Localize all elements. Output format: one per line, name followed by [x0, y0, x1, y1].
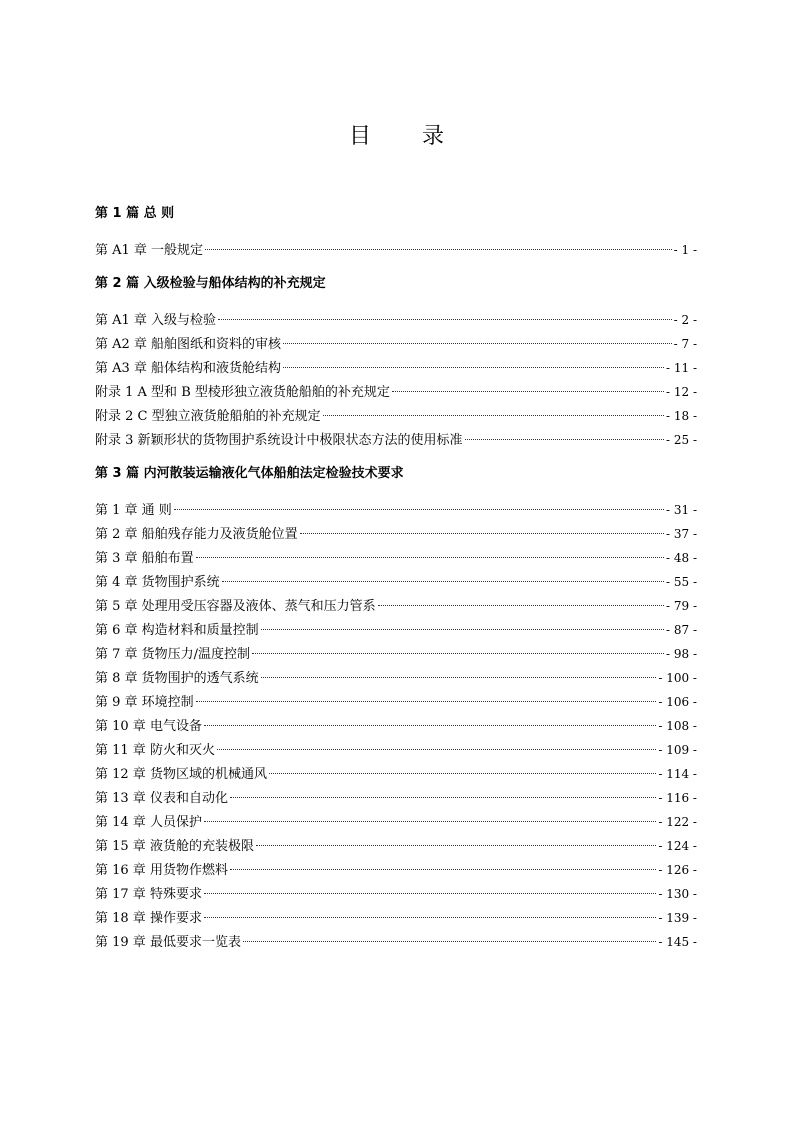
dot-leader	[300, 533, 664, 534]
toc-entry-label: 第 4 章 货物围护系统	[95, 575, 220, 590]
dot-leader	[204, 821, 656, 822]
part-heading-2: 第 2 篇 入级检验与船体结构的补充规定	[95, 276, 326, 291]
toc-entry-label: 第 9 章 环境控制	[95, 695, 194, 710]
dot-leader	[252, 653, 664, 654]
toc-entry-label: 第 2 章 船舶残存能力及液货舱位置	[95, 527, 298, 542]
toc-entry-page: - 109 -	[658, 743, 697, 757]
dot-leader	[283, 367, 664, 368]
toc-entry[interactable]	[95, 906, 697, 930]
toc-entry-label: 第 A1 章 入级与检验	[95, 313, 217, 328]
toc-entry[interactable]	[95, 810, 697, 834]
toc-entry-page: - 25 -	[665, 433, 697, 447]
dot-leader	[230, 869, 656, 870]
toc-entry[interactable]	[95, 498, 697, 522]
dot-leader	[196, 557, 664, 558]
dot-leader	[392, 391, 664, 392]
dot-leader	[256, 845, 656, 846]
toc-entry[interactable]	[95, 570, 697, 594]
toc-entry-label: 附录 1 A 型和 B 型棱形独立液货舱船舶的补充规定	[95, 385, 390, 400]
dot-leader	[243, 941, 656, 942]
toc-entry[interactable]	[95, 404, 697, 428]
toc-entry-label: 第 16 章 用货物作燃料	[95, 863, 228, 878]
toc-entry-page: - 2 -	[673, 313, 697, 327]
toc-entry-page: - 18 -	[665, 409, 697, 423]
toc-entry[interactable]	[95, 762, 697, 786]
toc-entry[interactable]	[95, 522, 697, 546]
toc-entry-page: - 7 -	[673, 337, 697, 351]
dot-leader	[261, 629, 664, 630]
toc-entry-page: - 11 -	[665, 361, 697, 375]
dot-leader	[230, 797, 656, 798]
toc-entry-page: - 55 -	[665, 575, 697, 589]
toc-entry-page: - 145 -	[658, 935, 697, 949]
toc-entry-page: - 124 -	[658, 839, 697, 853]
toc-entry-label: 第 10 章 电气设备	[95, 719, 202, 734]
toc-entry-label: 第 15 章 液货舱的充装极限	[95, 839, 254, 854]
toc-entry-label: 第 12 章 货物区域的机械通风	[95, 767, 267, 782]
dot-leader	[378, 605, 664, 606]
dot-leader	[283, 343, 672, 344]
dot-leader	[196, 701, 657, 702]
toc-entry-label: 附录 3 新颖形状的货物围护系统设计中极限状态方法的使用标准	[95, 433, 463, 448]
toc-entry-page: - 98 -	[665, 647, 697, 661]
toc-entry-page: - 130 -	[658, 887, 697, 901]
toc-entry-label: 第 11 章 防火和灭火	[95, 743, 215, 758]
toc-entry-label: 第 3 章 船舶布置	[95, 551, 194, 566]
part-heading-1: 第 1 篇 总 则	[95, 206, 175, 221]
toc-entry-page: - 108 -	[658, 719, 697, 733]
toc-entry[interactable]	[95, 356, 697, 380]
toc-entry-label: 第 17 章 特殊要求	[95, 887, 202, 902]
toc-entry[interactable]	[95, 738, 697, 762]
toc-entry[interactable]	[95, 786, 697, 810]
dot-leader	[204, 893, 656, 894]
toc-entry[interactable]	[95, 546, 697, 570]
dot-leader	[217, 749, 656, 750]
part-heading-3: 第 3 篇 内河散装运输液化气体船舶法定检验技术要求	[95, 466, 404, 481]
toc-entry-page: - 122 -	[658, 815, 697, 829]
toc-entry-page: - 12 -	[665, 385, 697, 399]
toc-entry[interactable]	[95, 618, 697, 642]
toc-entry-page: - 31 -	[665, 503, 697, 517]
dot-leader	[465, 439, 664, 440]
toc-entry[interactable]	[95, 308, 697, 332]
toc-entry-page: - 126 -	[658, 863, 697, 877]
toc-entry-page: - 106 -	[658, 695, 697, 709]
toc-entry-label: 第 6 章 构造材料和质量控制	[95, 623, 259, 638]
dot-leader	[261, 677, 657, 678]
toc-entry-label: 第 13 章 仪表和自动化	[95, 791, 228, 806]
toc-entry[interactable]	[95, 834, 697, 858]
toc-entry-label: 第 14 章 人员保护	[95, 815, 202, 830]
toc-entry-label: 第 A3 章 船体结构和液货舱结构	[95, 361, 282, 376]
dot-leader	[269, 773, 656, 774]
toc-entry-label: 第 8 章 货物围护的透气系统	[95, 671, 259, 686]
toc-entry-page: - 87 -	[665, 623, 697, 637]
toc-entry[interactable]	[95, 882, 697, 906]
toc-entry-label: 第 18 章 操作要求	[95, 911, 202, 926]
dot-leader	[205, 249, 672, 250]
toc-entry[interactable]	[95, 380, 697, 404]
table-of-contents	[95, 200, 697, 954]
toc-entry-label: 第 5 章 处理用受压容器及液体、蒸气和压力管系	[95, 599, 376, 614]
toc-entry[interactable]	[95, 238, 697, 262]
toc-entry-page: - 1 -	[673, 243, 697, 257]
toc-entry[interactable]	[95, 930, 697, 954]
toc-entry[interactable]	[95, 858, 697, 882]
toc-entry-page: - 48 -	[665, 551, 697, 565]
dot-leader	[204, 725, 656, 726]
toc-entry-label: 第 A2 章 船舶图纸和资料的审核	[95, 337, 282, 352]
toc-entry-page: - 100 -	[658, 671, 697, 685]
toc-entry-page: - 139 -	[658, 911, 697, 925]
toc-entry[interactable]	[95, 690, 697, 714]
dot-leader	[218, 319, 672, 320]
toc-entry[interactable]	[95, 642, 697, 666]
toc-entry-label: 第 19 章 最低要求一览表	[95, 935, 241, 950]
toc-entry[interactable]	[95, 332, 697, 356]
dot-leader	[222, 581, 664, 582]
toc-entry-label: 附录 2 C 型独立液货舱船舶的补充规定	[95, 409, 321, 424]
toc-entry[interactable]	[95, 428, 697, 452]
toc-entry-page: - 116 -	[658, 791, 697, 805]
toc-title: 目 录	[349, 124, 466, 149]
toc-entry-page: - 79 -	[665, 599, 697, 613]
dot-leader	[323, 415, 664, 416]
toc-entry[interactable]	[95, 666, 697, 690]
toc-entry-label: 第 1 章 通 则	[95, 503, 172, 518]
toc-entry-page: - 114 -	[658, 767, 697, 781]
dot-leader	[174, 509, 664, 510]
toc-entry[interactable]	[95, 714, 697, 738]
toc-entry-label: 第 7 章 货物压力/温度控制	[95, 647, 251, 662]
toc-entry[interactable]	[95, 594, 697, 618]
toc-entry-label: 第 A1 章 一般规定	[95, 243, 204, 258]
dot-leader	[204, 917, 656, 918]
toc-entry-page: - 37 -	[665, 527, 697, 541]
